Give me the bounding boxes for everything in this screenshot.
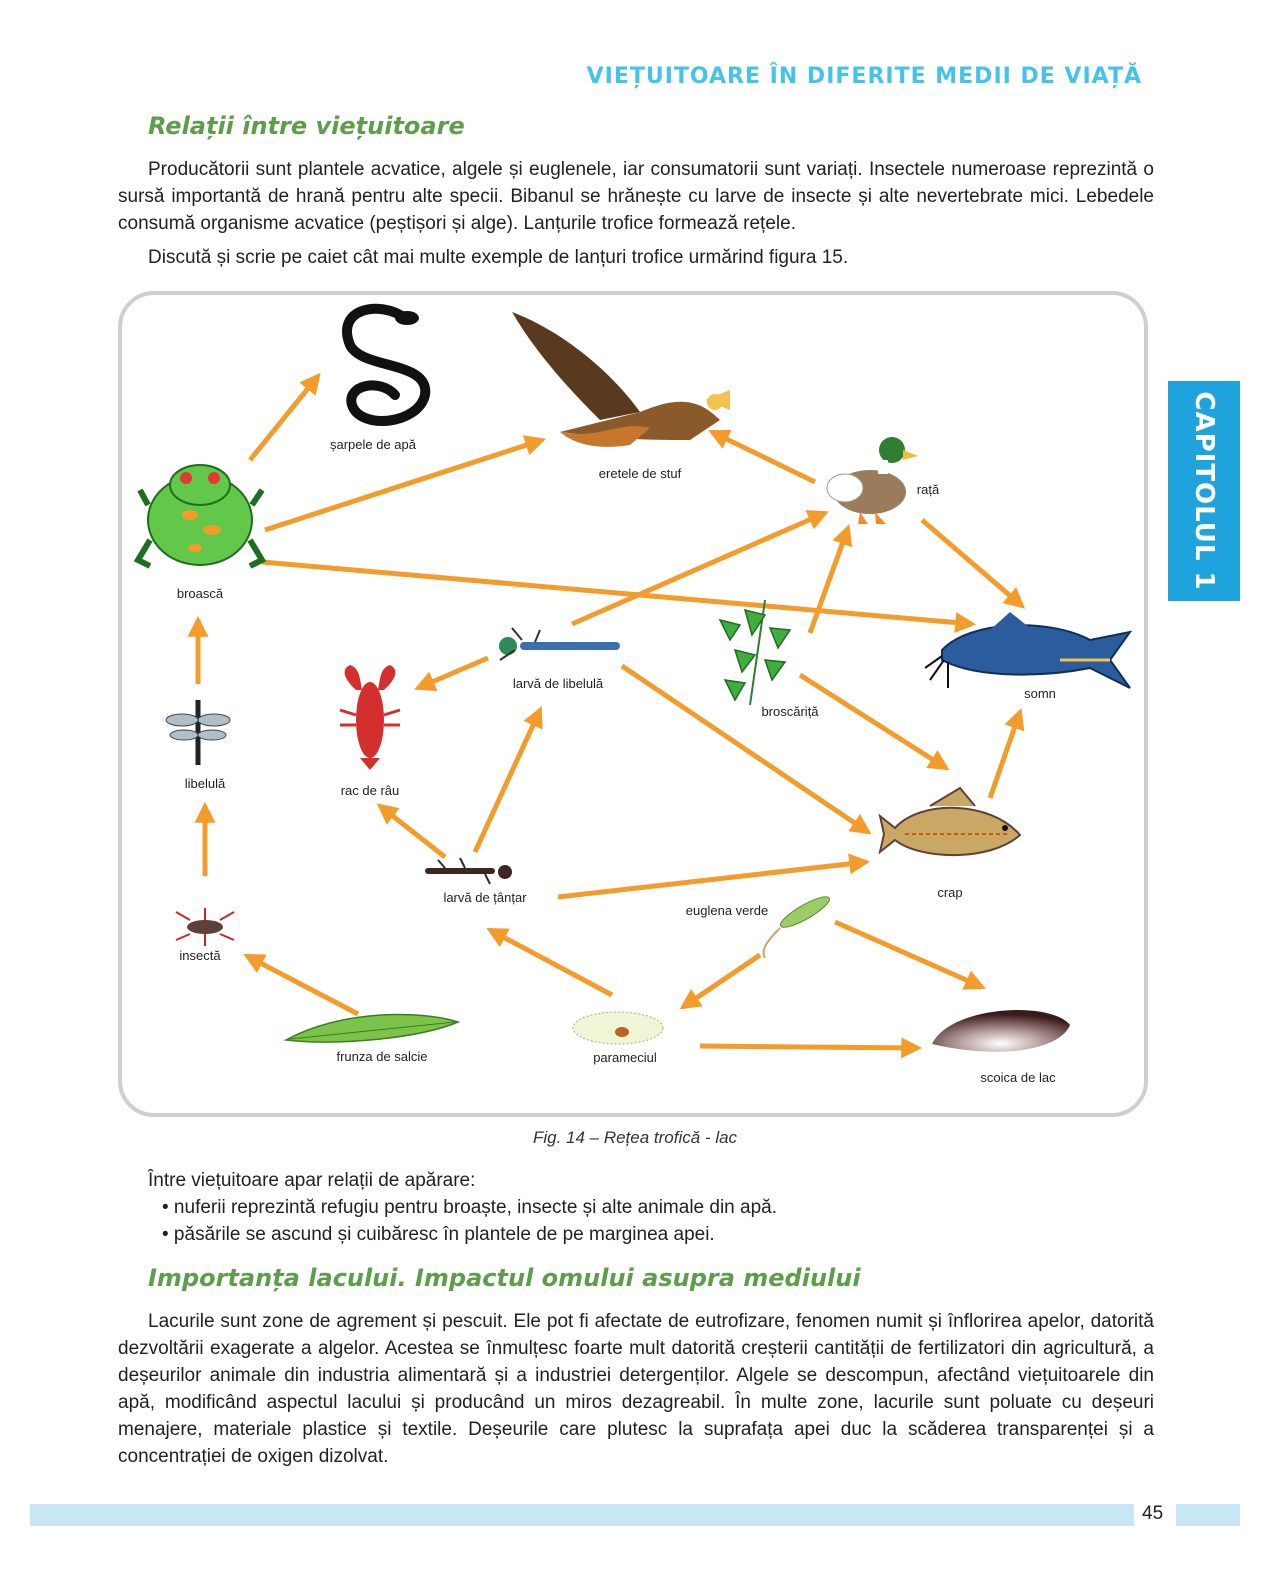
willow-leaf-icon [286,1015,458,1042]
carp-icon [880,788,1020,855]
task-text: Discută și scrie pe caiet cât mai multe exemple de lanțuri trofice urmărind figura 15. [148,247,849,268]
eagle-icon [512,312,730,447]
mosquito-larva-icon [425,858,512,884]
pondweed-icon [720,600,790,705]
euglena-icon [763,892,832,958]
label-euglena: euglena verde [685,903,769,918]
arrow-euglena-parameciul [683,955,760,1007]
arrow-tantar-crap [558,862,866,897]
label-rata: rață [916,482,940,497]
mussel-icon [932,1010,1070,1052]
importance-paragraph: Lacurile sunt zone de agrement și pescuit. Ele pot fi afectate de eutrofizare, fenomen numit și înflorirea apelor, datorită dezvoltării exagerate a algelor. Acestea se înmulțesc foarte mult datorită creșterii cantității de fertilizatori din agricultură, a deșeurilor animale din industria alimentară și a industriei detergenților. Algele se descompun, afectând viețuitoarele din apă, modificând aspectul lacului și producând un miros dezagreabil. În multe zone, lacurile sunt poluate cu deșeuri menajere, materiale plastice și textile. Deșeurile care plutesc la suprafața apei duc la scăderea transparenței și a concentrației de oxigen dizolvat. [118,1311,1154,1467]
label-libelula: libelulă [184,776,226,791]
arrow-broasca-eretele [265,440,542,530]
paramecium-icon [573,1012,663,1044]
label-larva-tantar: larvă de țânțar [443,890,527,905]
footer-bar-left [30,1504,1134,1526]
arrow-rata-eretele [712,432,815,482]
crayfish-icon [340,665,400,770]
chapter-tab-label: CAPITOLUL 1 [1189,391,1219,591]
relations-paragraph: Producătorii sunt plantele acvatice, algele și euglenele, iar consumatorii sunt variați. Insectele numeroase reprezintă o sursă importantă de hrană pentru alte specii. Bibanul se hrănește cu larve de insecte și alte nevertebrate mici. Lebedele consumă organisme acvatice (peștișori și alge). Lanțurile trofice formează rețele. [118,159,1154,234]
arrow-tantar-larvalibelula [475,710,540,852]
defense-bullet-2: • păsările se ascund și cuibăresc în plantele de pe marginea apei. [162,1224,715,1245]
running-header: VIEȚUITOARE ÎN DIFERITE MEDII DE VIAȚĂ [586,64,1142,89]
frog-icon [138,465,262,566]
section-title-relations: Relații între viețuitoare [148,112,465,140]
label-parameciul: parameciul [593,1050,657,1065]
arrow-broscarita-rata [810,528,848,633]
arrow-frunza-insecta [247,956,358,1014]
snake-icon [347,309,425,421]
arrow-broscarita-crap [800,675,946,768]
arrow-larvalibelula-rac [418,658,488,688]
arrow-tantar-rac [380,806,445,857]
figure-caption: Fig. 14 – Rețea trofică - lac [532,1128,738,1147]
label-broscarita: broscăriță [761,704,819,719]
insect-icon [176,908,234,946]
label-insecta: insectă [179,948,221,963]
label-broasca: broască [176,586,224,601]
arrow-parameciul-tantar [490,930,612,995]
arrow-euglena-scoica [835,922,982,987]
label-rac: rac de râu [340,783,400,798]
defense-bullet-1: • nuferii reprezintă refugiu pentru broaște, insecte și alte animale din apă. [162,1197,778,1218]
arrow-broasca-somn [262,562,972,624]
arrow-broasca-sarpe [250,376,318,460]
footer-bar-right [1176,1504,1240,1526]
label-scoica: scoica de lac [980,1070,1056,1085]
page-number: 45 [1142,1503,1164,1524]
defense-intro: Între viețuitoare apar relații de apărare: [148,1170,476,1191]
dragonfly-larva-icon [499,628,620,660]
arrow-larvalibelula-crap [622,666,868,832]
section-title-importance: Importanța lacului. Impactul omului asupra mediului [148,1264,861,1292]
label-eretele: eretele de stuf [598,466,682,481]
arrow-rata-somn [922,520,1022,606]
label-larva-libelula: larvă de libelulă [512,676,604,691]
label-sarpe: șarpele de apă [329,437,417,452]
label-crap: crap [937,885,963,900]
duck-icon [827,437,918,524]
dragonfly-icon [166,700,230,765]
arrow-parameciul-scoica [700,1046,918,1048]
label-somn: somn [1024,686,1056,701]
label-frunza: frunza de salcie [336,1049,428,1064]
arrow-crap-somn [990,712,1020,798]
